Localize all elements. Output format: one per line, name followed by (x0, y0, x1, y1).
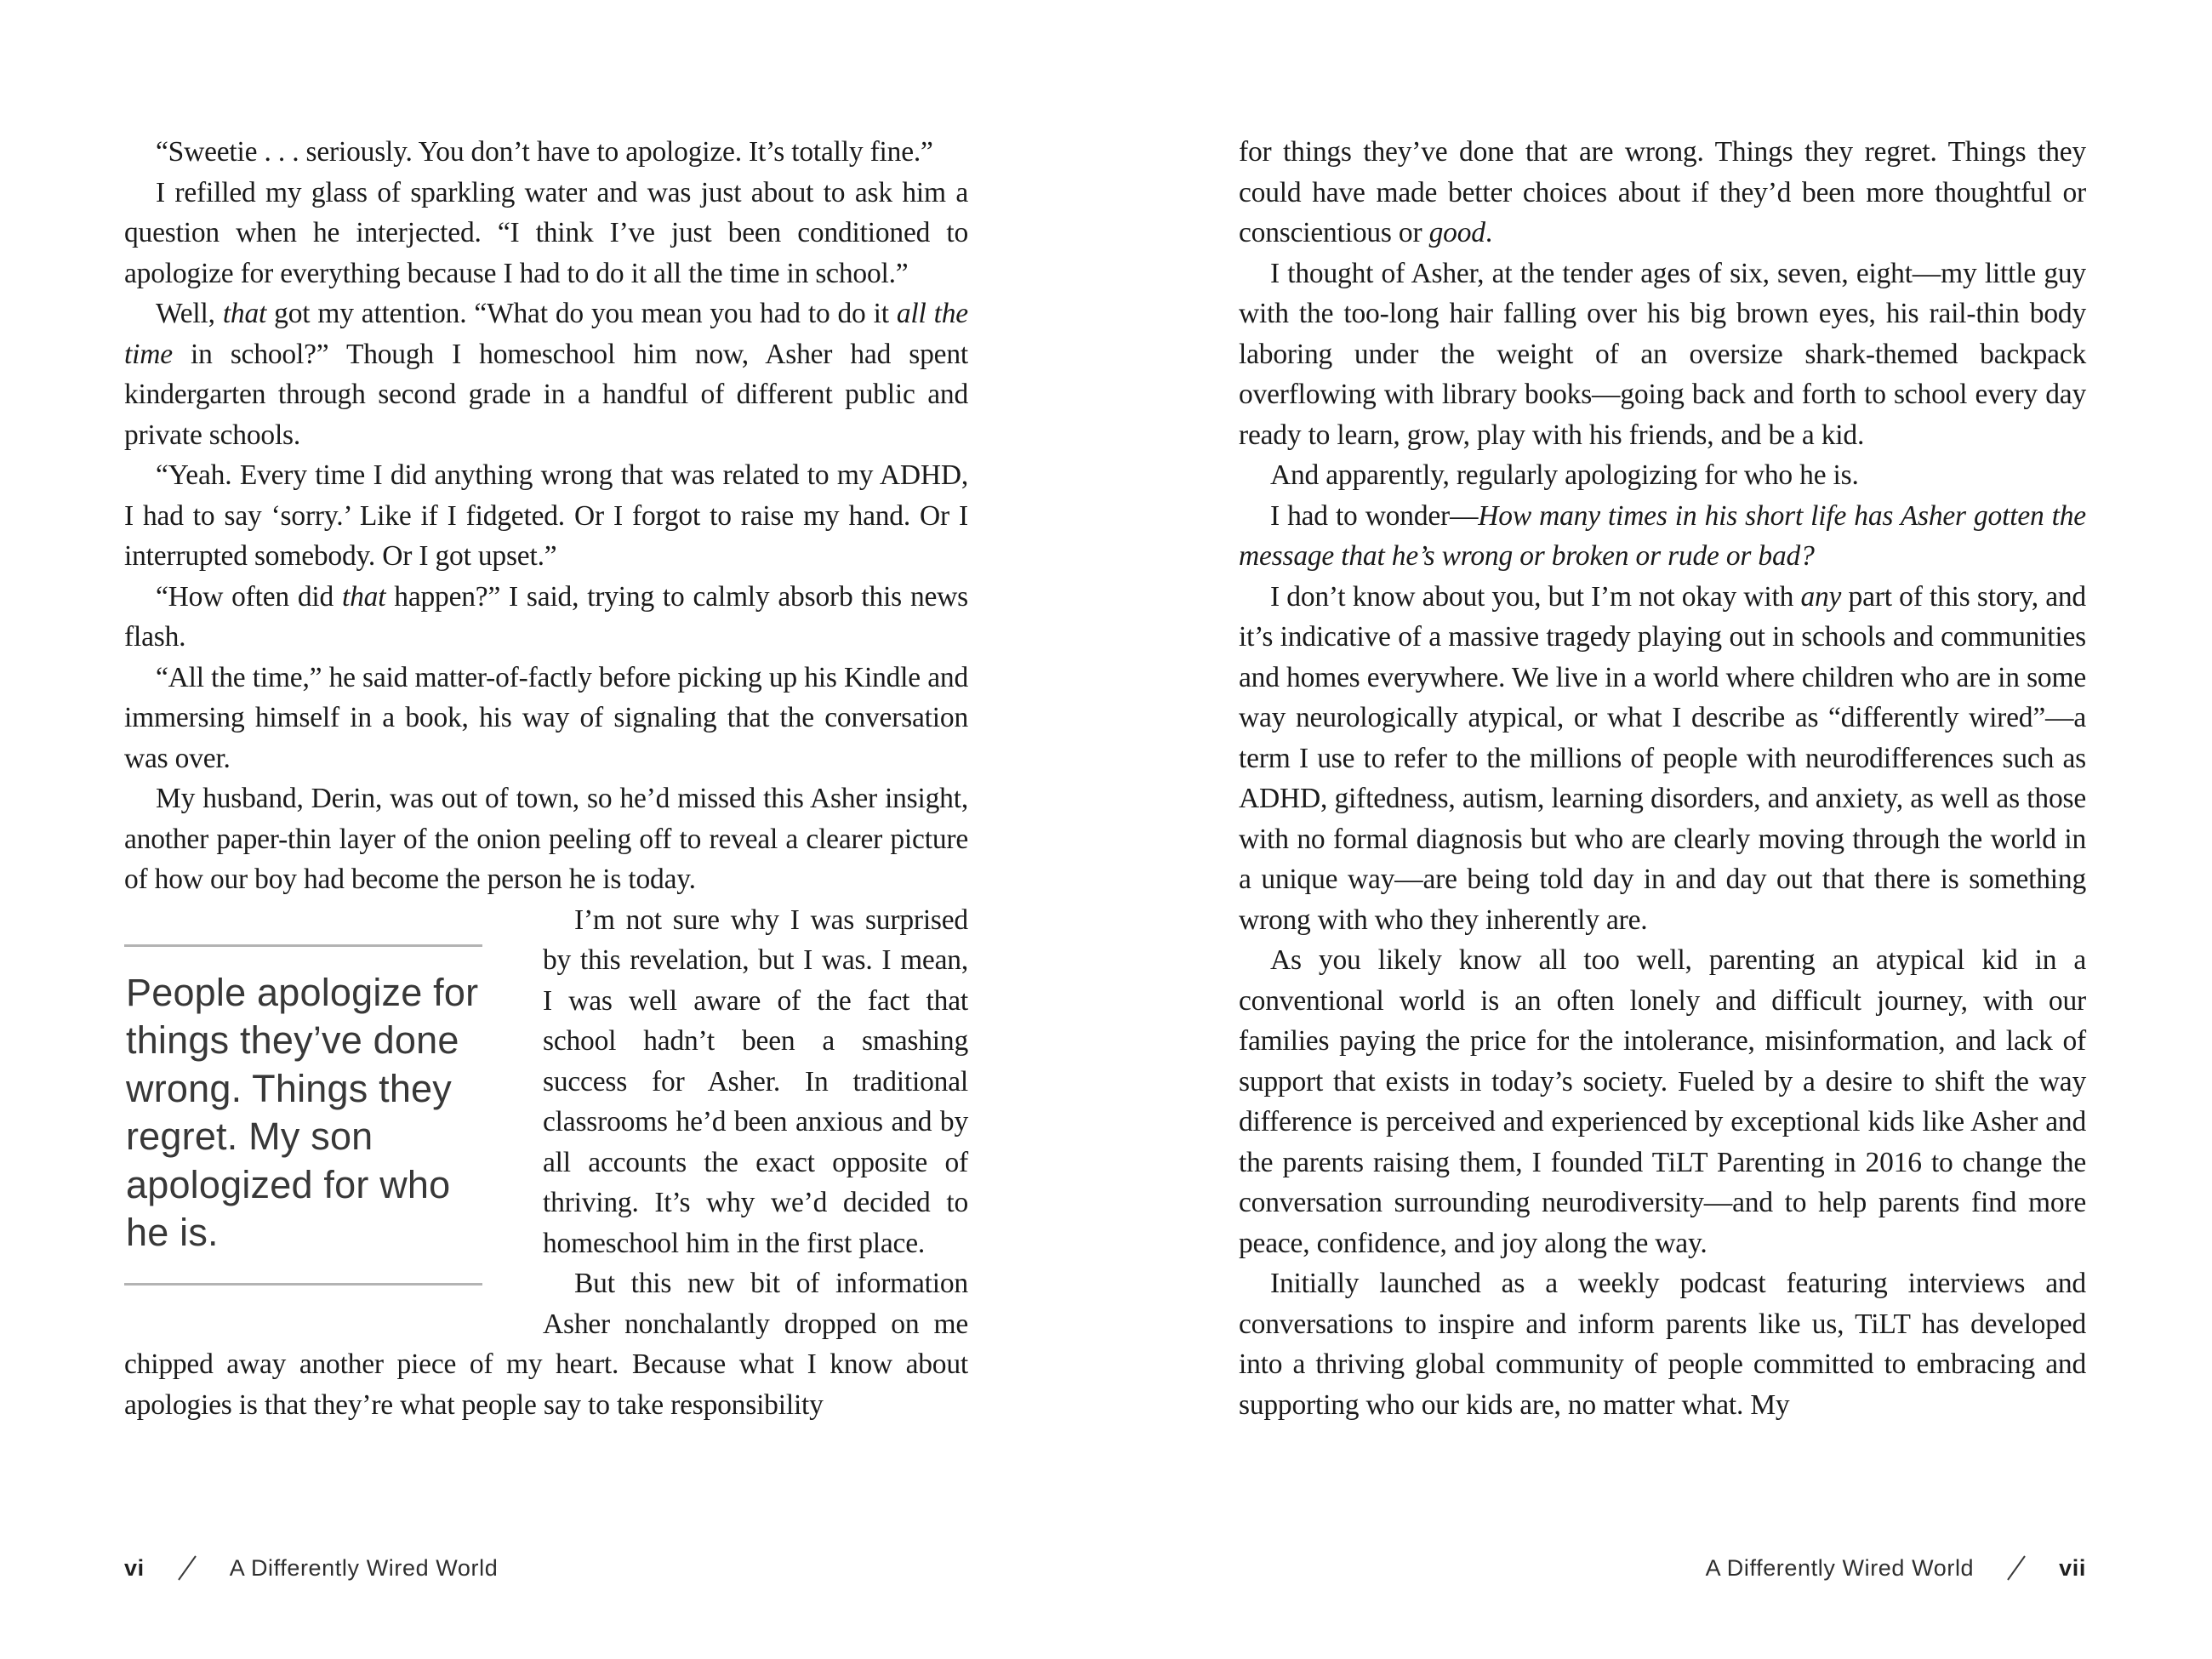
paragraph (1239, 940, 2086, 1263)
paragraph (1239, 1263, 2086, 1425)
text-run: “How often did (156, 580, 343, 613)
footer-slash-icon (176, 1554, 198, 1582)
footer-slash-icon (2005, 1554, 2027, 1582)
page-number-left: vi (124, 1554, 145, 1581)
paragraph (1239, 455, 2086, 496)
pull-quote-bottom-rule (124, 1283, 482, 1286)
italic-text-run: that (342, 580, 386, 613)
italic-text-run: any (1800, 580, 1842, 613)
italic-text-run: that (222, 298, 267, 329)
text-run: My husband, Derin, was out of town, so he’d missed this Asher insight, another paper-thin layer of the onion peeling off to reveal a clearer picture of how our boy had become the person he is today. (124, 783, 968, 895)
text-run: I’m not sure why I was surprised by this revelation, but I was. I mean, I was well aware of the fact that school hadn’t been a smashing success for Asher. In traditional classrooms he’d been anxious and by all accounts the exact opposite of thriving. It’s why we’d decided to homeschool him in the first place. (543, 904, 968, 1259)
page-number-right: vii (2059, 1554, 2086, 1581)
italic-text-run: How many times in his short life has Asher gotten the message that he’s wrong or broken or rude or bad? (1239, 499, 2086, 572)
paragraph (1239, 496, 2086, 577)
paragraph (124, 132, 968, 173)
text-run: And apparently, regularly apologizing for who he is. (1270, 459, 1859, 491)
text-run: I thought of Asher, at the tender ages of six, seven, eight—my little guy with the too-long hair falling over his big brown eyes, his rail-thin body laboring under the weight of an oversize shark-themed backpack overflowing with library books—going back and forth to school every day ready to learn, grow, play with his friends, and be a kid. (1239, 257, 2086, 451)
paragraph (124, 577, 968, 658)
text-run: got my attention. “What do you mean you had to do it (266, 298, 897, 329)
paragraph (124, 658, 968, 779)
paragraph (124, 778, 968, 900)
paragraph (1239, 254, 2086, 456)
italic-text-run: all the time (124, 298, 968, 370)
text-run: But this new bit of information Asher nonchalantly dropped on me chipped away another piece of my heart. Because what I know about apologies is that they’re what people say to take responsibility (124, 1268, 968, 1421)
text-run: I had to wonder— (1270, 499, 1479, 532)
footer-left (124, 1554, 498, 1582)
text-run: happen?” I said, trying to calmly absorb this news flash. (124, 580, 968, 653)
running-title-left: A Differently Wired World (229, 1554, 499, 1581)
running-title-right: A Differently Wired World (1705, 1554, 1975, 1581)
paragraph (124, 455, 968, 577)
text-run: Initially launched as a weekly podcast featuring interviews and conversations to inspire and inform parents like us, TiLT has developed into a thriving global community of people committed to embracing and supporting who our kids are, no matter what. My (1239, 1268, 2086, 1421)
text-run: I don’t know about you, but I’m not okay with (1270, 580, 1801, 613)
pull-quote (124, 900, 482, 1286)
text-run: As you likely know all too well, parenting an atypical kid in a conventional world is an often lonely and difficult journey, with our families paying the price for the intolerance, misinformation, and lack of support that exists in today’s society. Fueled by a desire to shift the way difference is perceived and experienced by exceptional kids like Asher and the parents raising them, I founded TiLT Parenting in 2016 to change the conversation surrounding neurodiversity—and to help parents find more peace, confidence, and joy along the way. (1239, 944, 2086, 1259)
left-page-text-column (124, 132, 968, 1425)
paragraph (124, 173, 968, 294)
footer-right (1706, 1554, 2086, 1582)
text-run: for things they’ve done that are wrong. Things they regret. Things they could have made better choices about if they’d been more thoughtful or conscientious or (1239, 136, 2086, 248)
text-run: part of this story, and it’s indicative of a massive tragedy playing out in schools and communities and homes everywhere. We live in a world where children who are in some way neurologically atypical, or what I describe as “differently wired”—a term I use to refer to the millions of people with neurodifferences such as ADHD, giftedness, autism, learning disorders, and anxiety, as well as those with no formal diagnosis but who are clearly moving through the world in a unique way—are being told day in and day out that there is something wrong with who they inherently are. (1239, 580, 2086, 936)
paragraph (124, 294, 968, 455)
text-run: I refilled my glass of sparkling water and was just about to ask him a question when he interjected. “I think I’ve just been conditioned to apologize for everything because I had to do it all the time in school.” (124, 176, 968, 289)
pull-quote-text: People apologize for things they’ve done wrong. Things they regret. My son apologized for who he is. (126, 970, 479, 1254)
text-run: Well, (156, 298, 223, 329)
text-run: in school?” Though I homeschool him now, Asher had spent kindergarten through second grade in a handful of different public and private schools. (124, 338, 968, 451)
paragraph (1239, 577, 2086, 941)
paragraph (124, 1263, 968, 1425)
text-run: . (1485, 217, 1492, 248)
text-run: “Sweetie . . . seriously. You don’t have to apologize. It’s totally fine.” (156, 136, 933, 168)
paragraph (124, 900, 968, 1264)
text-run: “Yeah. Every time I did anything wrong that was related to my ADHD, I had to say ‘sorry.’ Like if I fidgeted. Or I forgot to raise my hand. Or I interrupted somebody. Or I got upset.” (124, 459, 968, 572)
text-run: “All the time,” he said matter-of-factly before picking up his Kindle and immersing himself in a book, his way of signaling that the conversation was over. (124, 661, 968, 774)
italic-text-run: good (1428, 217, 1485, 248)
right-page-text-column (1239, 132, 2086, 1425)
paragraph (1239, 132, 2086, 254)
